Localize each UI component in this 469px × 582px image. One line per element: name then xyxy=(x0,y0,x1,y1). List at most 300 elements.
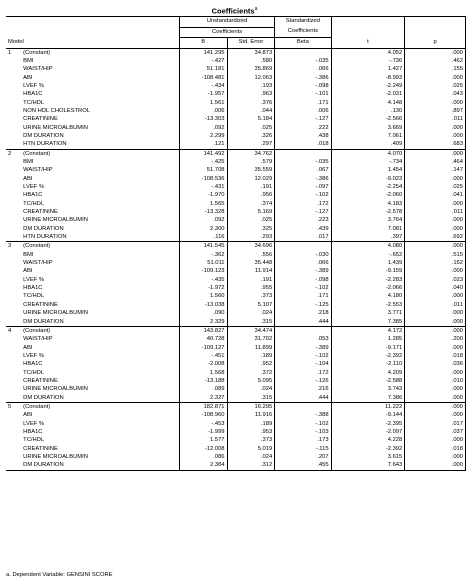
std-error-cell: .956 xyxy=(227,191,275,199)
variable-cell: BMI xyxy=(23,57,34,64)
p-cell: .152 xyxy=(405,259,466,267)
t-cell: 1.285 xyxy=(331,335,405,343)
table-row xyxy=(6,82,466,90)
p-cell: .043 xyxy=(405,90,466,98)
t-cell: 4.180 xyxy=(331,292,405,300)
variable-cell: TC/HDL xyxy=(23,293,45,300)
t-cell: -2.588 xyxy=(331,377,405,385)
b-cell: 2.384 xyxy=(179,461,227,470)
beta-cell: .067 xyxy=(275,166,331,174)
variable-cell: ABI xyxy=(23,412,33,419)
std-error-cell: .376 xyxy=(227,99,275,107)
t-cell: 4.183 xyxy=(331,200,405,208)
b-cell: 2.299 xyxy=(179,132,227,140)
std-error-cell: .024 xyxy=(227,453,275,461)
t-cell: 1.454 xyxy=(331,166,405,174)
b-cell: .092 xyxy=(179,124,227,132)
b-cell: 2.327 xyxy=(179,394,227,403)
t-header: t xyxy=(331,38,405,49)
beta-cell: .173 xyxy=(275,436,331,444)
t-cell: -9.159 xyxy=(331,267,405,275)
variable-cell: ABI xyxy=(23,344,33,351)
beta-cell: -.389 xyxy=(275,267,331,275)
footnote: a. Dependent Variable: GENSINI SCORE xyxy=(6,572,113,578)
std-error-cell: .963 xyxy=(227,90,275,98)
p-cell: .000 xyxy=(405,149,466,158)
table-row xyxy=(6,175,466,183)
variable-cell: CREATININE xyxy=(23,209,58,216)
variable-cell: DM DURATION xyxy=(23,318,64,325)
table-row xyxy=(6,115,466,123)
p-cell: .018 xyxy=(405,352,466,360)
b-cell: -1.957 xyxy=(179,90,227,98)
variable-cell: DM DURATION xyxy=(23,394,64,401)
t-cell: -2.566 xyxy=(331,115,405,123)
t-cell: 3.669 xyxy=(331,124,405,132)
p-cell: .011 xyxy=(405,208,466,216)
table-row xyxy=(6,225,466,233)
beta-cell: -.115 xyxy=(275,445,331,453)
table-row xyxy=(6,107,466,115)
p-cell: .464 xyxy=(405,158,466,166)
p-header: p xyxy=(405,38,466,49)
std-error-cell: 5.184 xyxy=(227,115,275,123)
variable-cell: LVEF % xyxy=(23,184,44,190)
b-cell: -13.188 xyxy=(179,377,227,385)
b-cell: 143.827 xyxy=(179,326,227,335)
beta-cell: .438 xyxy=(275,132,331,140)
t-cell: 3.743 xyxy=(331,385,405,393)
table-row xyxy=(6,377,466,385)
t-cell: -2.392 xyxy=(331,352,405,360)
beta-cell: .017 xyxy=(275,233,331,242)
table-row xyxy=(6,200,466,208)
p-cell: .000 xyxy=(405,385,466,393)
beta-cell: .171 xyxy=(275,292,331,300)
variable-cell: HBA1C xyxy=(23,361,43,368)
table-row xyxy=(6,326,466,335)
std-error-cell: .952 xyxy=(227,360,275,368)
p-cell: .155 xyxy=(405,65,466,73)
t-cell: .409 xyxy=(331,140,405,149)
table-row xyxy=(6,369,466,377)
table-row xyxy=(6,420,466,428)
std-error-cell: 35.869 xyxy=(227,65,275,73)
p-cell: .017 xyxy=(405,420,466,428)
beta-cell: .053 xyxy=(275,335,331,343)
b-cell: -.434 xyxy=(179,82,227,90)
std-error-cell: .373 xyxy=(227,436,275,444)
b-cell: -108.536 xyxy=(179,175,227,183)
table-row xyxy=(6,251,466,259)
beta-cell: -.388 xyxy=(275,411,331,419)
variable-cell: TC/HDL xyxy=(23,200,45,207)
std-error-cell: .191 xyxy=(227,183,275,191)
t-cell: -2.395 xyxy=(331,420,405,428)
std-error-cell: .189 xyxy=(227,352,275,360)
table-row xyxy=(6,191,466,199)
b-cell: 141.492 xyxy=(179,149,227,158)
b-cell: -1.970 xyxy=(179,191,227,199)
variable-cell: CREATININE xyxy=(23,116,58,123)
b-cell: 1.577 xyxy=(179,436,227,444)
t-cell: 4.070 xyxy=(331,149,405,158)
header-row-1 xyxy=(6,17,466,28)
p-cell: .000 xyxy=(405,318,466,327)
std-error-cell: 5.095 xyxy=(227,377,275,385)
p-cell: .040 xyxy=(405,284,466,292)
std-error-cell: 12.063 xyxy=(227,74,275,82)
variable-cell: LVEF % xyxy=(23,352,44,359)
beta-cell: -.098 xyxy=(275,82,331,90)
std-error-cell: .326 xyxy=(227,132,275,140)
variable-cell: DM DURATION xyxy=(21,461,179,470)
p-cell: .000 xyxy=(405,453,466,461)
table-title xyxy=(0,6,469,16)
variable-cell: LVEF % xyxy=(23,420,44,427)
std-error-cell: 31.702 xyxy=(227,335,275,343)
t-cell: -2.097 xyxy=(331,428,405,436)
beta-cell: -.127 xyxy=(275,115,331,123)
beta-cell: .444 xyxy=(275,318,331,327)
p-cell: .000 xyxy=(405,292,466,300)
beta-cell: .207 xyxy=(275,453,331,461)
p-cell: .692 xyxy=(405,233,466,242)
variable-cell: URINE MICROALBUMIN xyxy=(23,217,88,224)
b-cell: -12.008 xyxy=(179,445,227,453)
std-error-cell: .315 xyxy=(227,318,275,327)
standardized-coefficients-header: Coefficients xyxy=(275,27,331,38)
table-row xyxy=(6,208,466,216)
b-cell: 141.295 xyxy=(179,48,227,57)
table-row xyxy=(6,140,466,149)
t-cell: -2.249 xyxy=(331,82,405,90)
table-row xyxy=(6,301,466,309)
t-cell: 3.771 xyxy=(331,309,405,317)
t-cell: 4.080 xyxy=(331,242,405,251)
p-cell: .000 xyxy=(405,74,466,82)
table-row xyxy=(6,318,466,327)
variable-cell: LVEF % xyxy=(23,276,44,283)
variable-cell: (Constant) xyxy=(21,326,179,335)
std-error-cell: .297 xyxy=(227,140,275,149)
title-footnote-mark: a xyxy=(254,6,258,12)
table-row xyxy=(6,445,466,453)
variable-cell: HBA1C xyxy=(23,91,43,98)
variable-cell: HBA1C xyxy=(23,428,43,435)
variable-cell: URINE MICROALBUMIN xyxy=(23,310,88,317)
table-row xyxy=(6,284,466,292)
variable-cell: CREATININE xyxy=(23,445,58,452)
b-cell: 1.565 xyxy=(179,200,227,208)
variable-cell: BMI xyxy=(23,251,34,258)
std-error-cell: 34.762 xyxy=(227,149,275,158)
std-error-cell: .189 xyxy=(227,420,275,428)
p-cell: .000 xyxy=(405,99,466,107)
table-row xyxy=(6,267,466,275)
variable-cell: DM DURATION xyxy=(23,132,64,139)
b-cell: 1.561 xyxy=(179,99,227,107)
table-row xyxy=(6,74,466,82)
variable-cell: TC/HDL xyxy=(23,369,45,376)
std-error-cell: 11.914 xyxy=(227,267,275,275)
p-cell: .683 xyxy=(405,140,466,149)
std-error-cell: 35.448 xyxy=(227,259,275,267)
coefficients-table xyxy=(6,16,466,471)
b-cell: .086 xyxy=(179,453,227,461)
beta-cell: -.102 xyxy=(275,352,331,360)
p-cell: .000 xyxy=(405,402,466,411)
std-error-cell: .025 xyxy=(227,124,275,132)
b-cell: .089 xyxy=(179,385,227,393)
beta-cell: .066 xyxy=(275,259,331,267)
std-error-cell: .312 xyxy=(227,461,275,470)
std-error-cell: .044 xyxy=(227,107,275,115)
variable-cell: URINE MICROALBUMIN xyxy=(23,124,88,131)
t-cell: 4.148 xyxy=(331,99,405,107)
t-cell: -.652 xyxy=(331,251,405,259)
p-cell: .000 xyxy=(405,216,466,224)
variable-cell: (Constant) xyxy=(21,402,179,411)
variable-cell: BMI xyxy=(23,158,34,165)
beta-cell: -.125 xyxy=(275,301,331,309)
table-row xyxy=(6,276,466,284)
beta-cell: .439 xyxy=(275,225,331,233)
b-cell: -108.481 xyxy=(179,74,227,82)
table-row xyxy=(6,385,466,393)
p-cell: .000 xyxy=(405,369,466,377)
b-cell: -1.999 xyxy=(179,428,227,436)
p-cell: .000 xyxy=(405,242,466,251)
variable-cell: HBA1C xyxy=(23,285,43,292)
p-cell: .000 xyxy=(405,48,466,57)
std-error-cell: 12.029 xyxy=(227,175,275,183)
b-cell: 2.300 xyxy=(179,225,227,233)
variable-cell: ABI xyxy=(23,268,33,275)
table-row xyxy=(6,216,466,224)
b-cell: -109.127 xyxy=(179,344,227,352)
p-cell: .025 xyxy=(405,183,466,191)
model-number-cell: 1 xyxy=(8,49,12,56)
variable-cell: NON HDL CHOLESTROL xyxy=(23,107,90,114)
t-cell: 4.052 xyxy=(331,48,405,57)
t-cell: 1.439 xyxy=(331,259,405,267)
beta-cell: .006 xyxy=(275,107,331,115)
b-cell: 51.181 xyxy=(179,65,227,73)
t-cell: -2.254 xyxy=(331,183,405,191)
t-cell: -9.171 xyxy=(331,344,405,352)
header-row-3 xyxy=(6,38,466,49)
b-header: B xyxy=(179,38,227,49)
t-cell: -2.392 xyxy=(331,445,405,453)
std-error-cell: 11.916 xyxy=(227,411,275,419)
b-cell: -.427 xyxy=(179,57,227,65)
b-cell: -13.303 xyxy=(179,115,227,123)
variable-cell: LVEF % xyxy=(23,82,44,89)
beta-cell: -.103 xyxy=(275,428,331,436)
p-cell: .000 xyxy=(405,436,466,444)
beta-cell: .018 xyxy=(275,140,331,149)
variable-cell: CREATININE xyxy=(23,377,58,384)
beta-cell: -.104 xyxy=(275,360,331,368)
std-error-cell: 16.295 xyxy=(227,402,275,411)
std-error-cell: .315 xyxy=(227,394,275,403)
p-cell: .000 xyxy=(405,132,466,140)
p-cell: .000 xyxy=(405,344,466,352)
beta-cell: -.101 xyxy=(275,90,331,98)
t-cell: 7.386 xyxy=(331,394,405,403)
unstandardized-coefficients-header: Coefficients xyxy=(179,27,274,38)
b-cell: -.435 xyxy=(179,276,227,284)
beta-cell: -.386 xyxy=(275,74,331,82)
t-cell: 4.172 xyxy=(331,326,405,335)
std-error-cell: .293 xyxy=(227,233,275,242)
std-error-cell: 34.873 xyxy=(227,48,275,57)
variable-cell: HBA1C xyxy=(23,192,43,199)
table-row xyxy=(6,292,466,300)
p-cell: .000 xyxy=(405,309,466,317)
p-cell: .025 xyxy=(405,82,466,90)
std-error-cell: .024 xyxy=(227,385,275,393)
p-cell: .041 xyxy=(405,191,466,199)
variable-cell: CREATININE xyxy=(23,301,58,308)
t-cell: -2.110 xyxy=(331,360,405,368)
std-error-cell: .580 xyxy=(227,57,275,65)
variable-cell: (Constant) xyxy=(21,242,179,251)
t-cell: -2.553 xyxy=(331,301,405,309)
table-row xyxy=(6,352,466,360)
beta-cell: .171 xyxy=(275,99,331,107)
p-cell: .011 xyxy=(405,301,466,309)
std-error-cell: .024 xyxy=(227,309,275,317)
table-row xyxy=(6,183,466,191)
variable-cell: TC/HDL xyxy=(23,437,45,444)
table-row xyxy=(6,233,466,242)
beta-cell xyxy=(275,402,331,411)
beta-cell xyxy=(275,48,331,57)
std-error-cell: .373 xyxy=(227,292,275,300)
table-row xyxy=(6,57,466,65)
p-cell: .000 xyxy=(405,461,466,470)
variable-cell: WAIST/HIP xyxy=(23,336,53,343)
t-cell: -2.283 xyxy=(331,276,405,284)
std-error-cell: .579 xyxy=(227,158,275,166)
table-row xyxy=(6,309,466,317)
p-cell: .037 xyxy=(405,428,466,436)
std-error-header: Std. Error xyxy=(227,38,275,49)
t-cell: 7.385 xyxy=(331,318,405,327)
variable-cell: WAIST/HIP xyxy=(23,260,53,267)
p-cell: .147 xyxy=(405,166,466,174)
b-cell: .121 xyxy=(179,140,227,149)
table-title-text: Coefficients xyxy=(211,6,255,16)
std-error-cell: .325 xyxy=(227,225,275,233)
t-cell: -9.023 xyxy=(331,175,405,183)
table-row xyxy=(6,90,466,98)
p-cell: .515 xyxy=(405,251,466,259)
beta-cell: -.035 xyxy=(275,158,331,166)
p-cell: .023 xyxy=(405,276,466,284)
unstandardized-header: Unstandardized xyxy=(179,17,274,28)
b-cell: 1.560 xyxy=(179,292,227,300)
p-cell: .000 xyxy=(405,225,466,233)
beta-cell: -.127 xyxy=(275,208,331,216)
beta-cell: .218 xyxy=(275,309,331,317)
table-row xyxy=(6,402,466,411)
t-cell: -2.031 xyxy=(331,90,405,98)
b-cell: -.453 xyxy=(179,420,227,428)
table-row xyxy=(6,360,466,368)
b-cell: -1.972 xyxy=(179,284,227,292)
table-row xyxy=(6,344,466,352)
std-error-cell: 5.107 xyxy=(227,301,275,309)
std-error-cell: .955 xyxy=(227,284,275,292)
beta-cell: .444 xyxy=(275,394,331,403)
beta-cell: -.389 xyxy=(275,344,331,352)
standardized-header: Standardized xyxy=(275,17,331,28)
b-cell: .006 xyxy=(179,107,227,115)
p-cell: .010 xyxy=(405,377,466,385)
variable-cell: (Constant) xyxy=(23,49,51,56)
variable-cell: WAIST/HIP xyxy=(23,167,53,174)
variable-cell: ABI xyxy=(23,74,33,81)
beta-cell: .223 xyxy=(275,216,331,224)
t-cell: -.736 xyxy=(331,57,405,65)
table-row xyxy=(6,461,466,470)
beta-cell: -.102 xyxy=(275,420,331,428)
table-row xyxy=(6,453,466,461)
beta-cell: .066 xyxy=(275,65,331,73)
t-cell: 7.061 xyxy=(331,132,405,140)
table-row xyxy=(6,99,466,107)
std-error-cell: .025 xyxy=(227,216,275,224)
model-number-cell: 3 xyxy=(6,242,21,326)
p-cell: .000 xyxy=(405,124,466,132)
beta-cell: -.035 xyxy=(275,57,331,65)
beta-header: Beta xyxy=(275,38,331,49)
p-cell: .462 xyxy=(405,57,466,65)
t-cell: 11.222 xyxy=(331,402,405,411)
t-cell: 4.209 xyxy=(331,369,405,377)
t-cell: 7.643 xyxy=(331,461,405,470)
p-cell: .018 xyxy=(405,445,466,453)
table-row xyxy=(6,166,466,174)
p-cell: .200 xyxy=(405,335,466,343)
p-cell: .000 xyxy=(405,200,466,208)
std-error-cell: 34.474 xyxy=(227,326,275,335)
b-cell: -.362 xyxy=(179,251,227,259)
std-error-cell: 34.696 xyxy=(227,242,275,251)
table-row xyxy=(6,436,466,444)
t-cell: 1.427 xyxy=(331,65,405,73)
p-cell: .000 xyxy=(405,267,466,275)
b-cell: 51.011 xyxy=(179,259,227,267)
b-cell: 141.545 xyxy=(179,242,227,251)
beta-cell: -.098 xyxy=(275,276,331,284)
table-row xyxy=(6,411,466,419)
variable-cell: (Constant) xyxy=(21,149,179,158)
std-error-cell: .372 xyxy=(227,369,275,377)
p-cell: .000 xyxy=(405,411,466,419)
table-row xyxy=(6,335,466,343)
beta-cell: -.030 xyxy=(275,251,331,259)
beta-cell: .216 xyxy=(275,385,331,393)
table-row xyxy=(6,428,466,436)
variable-cell: URINE MICROALBUMIN xyxy=(23,454,88,460)
std-error-cell: .193 xyxy=(227,82,275,90)
model-number-cell: 5 xyxy=(6,402,21,470)
t-cell: 4.228 xyxy=(331,436,405,444)
